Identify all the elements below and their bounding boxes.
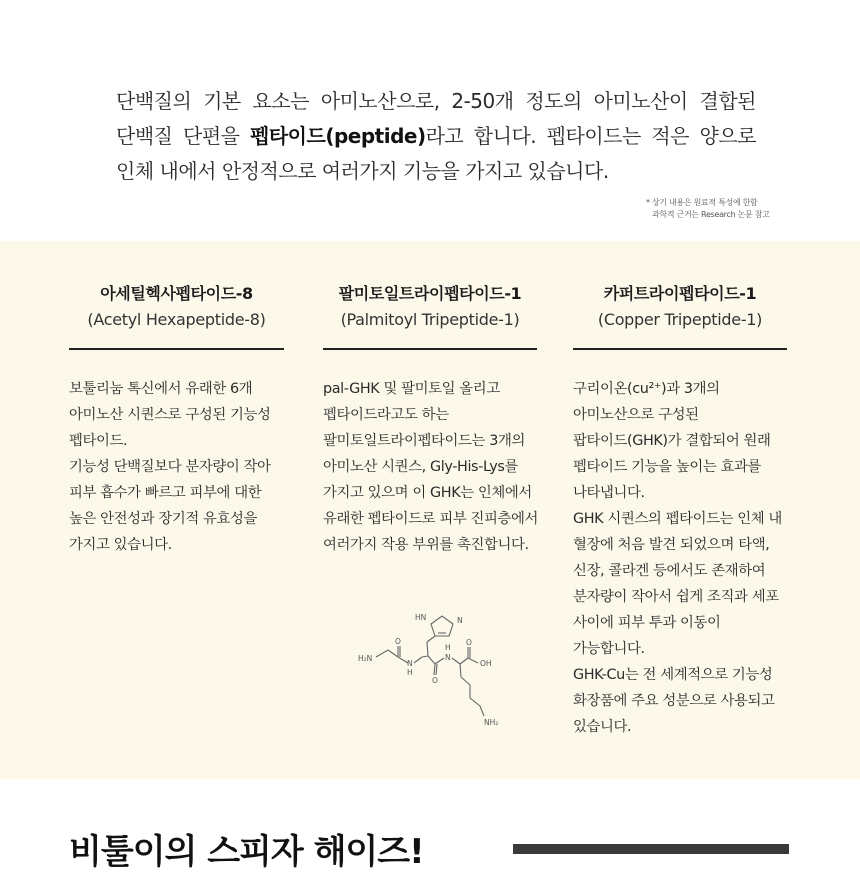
description-line: pal-GHK 및 팔미토일 올리고 <box>323 381 500 397</box>
ingredient-subtitle: (Copper Tripeptide-1) <box>597 310 763 329</box>
label-n-ring: N <box>457 616 463 625</box>
intro-line-3: 인체 내에서 안정적으로 여러가지 기능을 가지고 있습니다. <box>116 159 609 183</box>
intro-line-1: 단백질의 기본 요소는 아미노산으로, 2-50개 정도의 아미노산이 결합된 <box>116 89 756 113</box>
label-h2n: H₂N <box>358 654 373 663</box>
description-line: 구리이온(cu²⁺)과 3개의 <box>573 381 720 397</box>
description-line: 펩타이드 기능을 높이는 효과를 <box>573 459 762 475</box>
ingredient-title: 팔미토일트라이펩타이드-1 <box>338 284 522 303</box>
intro-line-2-prefix: 단백질 단편을 <box>116 124 251 148</box>
intro-line-2-suffix: 라고 합니다. 펩타이드는 적은 양으로 <box>425 124 756 148</box>
description-line: 나타냅니다. <box>573 485 645 501</box>
description-line: 혈장에 처음 발견 되었으며 타액, <box>573 537 770 553</box>
label-o2: O <box>432 676 438 685</box>
divider <box>573 348 787 350</box>
description-line: 보툴리눔 톡신에서 유래한 6개 <box>69 381 253 397</box>
description-line: 아미노산으로 구성된 <box>573 407 699 423</box>
description-line: 화장품에 주요 성분으로 사용되고 <box>573 693 775 709</box>
description-line: 사이에 피부 투과 이동이 <box>573 615 721 631</box>
label-n1: N <box>407 659 413 668</box>
label-h2: H <box>445 643 451 652</box>
description-line: 아미노산 시퀀스, Gly-His-Lys를 <box>323 459 518 475</box>
description-line: 신장, 콜라겐 등에서도 존재하여 <box>573 563 766 579</box>
description-line: 유래한 펩타이드로 피부 진피층에서 <box>323 511 539 527</box>
label-oh: OH <box>480 659 492 668</box>
next-section-title: 비툴이의 스피자 해이즈! <box>69 832 424 872</box>
description-line: GHK-Cu는 전 세계적으로 기능성 <box>573 667 773 683</box>
label-o3: O <box>466 638 472 647</box>
ingredient-column-palmitoyl-tripeptide <box>323 241 537 558</box>
footnote-line-1: * 상기 내용은 원료적 특성에 한함 <box>646 198 758 207</box>
description-line: 높은 안전성과 장기적 유효성을 <box>69 511 258 527</box>
label-h1: H <box>407 668 413 677</box>
intro-paragraph <box>116 84 756 189</box>
label-nh2: NH₂ <box>484 718 499 727</box>
description-line: 여러가지 작용 부위를 촉진합니다. <box>323 537 529 553</box>
description-line: 팝타이드(GHK)가 결합되어 원래 <box>573 433 771 449</box>
description-line: 기능성 단백질보다 분자량이 작아 <box>69 459 271 475</box>
ingredient-subtitle: (Palmitoyl Tripeptide-1) <box>340 310 520 329</box>
ingredient-description <box>69 376 284 558</box>
description-line: GHK 시퀀스의 펩타이드는 인체 내 <box>573 511 782 527</box>
intro-line-2 <box>116 119 756 154</box>
description-line: 펩타이드. <box>69 433 128 449</box>
ingredient-column-copper-tripeptide <box>573 241 787 740</box>
divider <box>69 348 284 350</box>
divider <box>323 348 537 350</box>
description-line: 가지고 있으며 이 GHK는 인체에서 <box>323 485 532 501</box>
ingredient-subtitle: (Acetyl Hexapeptide-8) <box>87 310 266 329</box>
description-line: 아미노산 시퀀스로 구성된 기능성 <box>69 407 271 423</box>
description-line: 팔미토일트라이펩타이드는 3개의 <box>323 433 525 449</box>
ingredient-column-acetyl-hexapeptide <box>69 241 284 558</box>
ingredient-description <box>323 376 537 558</box>
intro-peptide-term: 펩타이드(peptide) <box>250 124 426 148</box>
footnote-line-2: 과학적 근거는 Research 논문 참고 <box>652 210 770 219</box>
description-line: 펩타이드라고도 하는 <box>323 407 449 423</box>
description-line: 가지고 있습니다. <box>69 537 172 553</box>
label-n2: N <box>445 653 451 662</box>
ingredient-title: 카퍼트라이펩타이드-1 <box>603 284 757 303</box>
next-section-image <box>513 844 789 854</box>
description-line: 분자량이 작아서 쉽게 조직과 세포 <box>573 589 779 605</box>
ingredient-description <box>573 376 787 740</box>
ghk-molecule-diagram <box>354 604 504 734</box>
label-o1: O <box>395 637 401 646</box>
description-line: 가능합니다. <box>573 641 645 657</box>
label-hn: HN <box>415 613 427 622</box>
description-line: 있습니다. <box>573 719 632 735</box>
footnote <box>646 197 770 221</box>
ingredient-title: 아세틸헥사펩타이드-8 <box>100 284 253 303</box>
description-line: 피부 흡수가 빠르고 피부에 대한 <box>69 485 262 501</box>
